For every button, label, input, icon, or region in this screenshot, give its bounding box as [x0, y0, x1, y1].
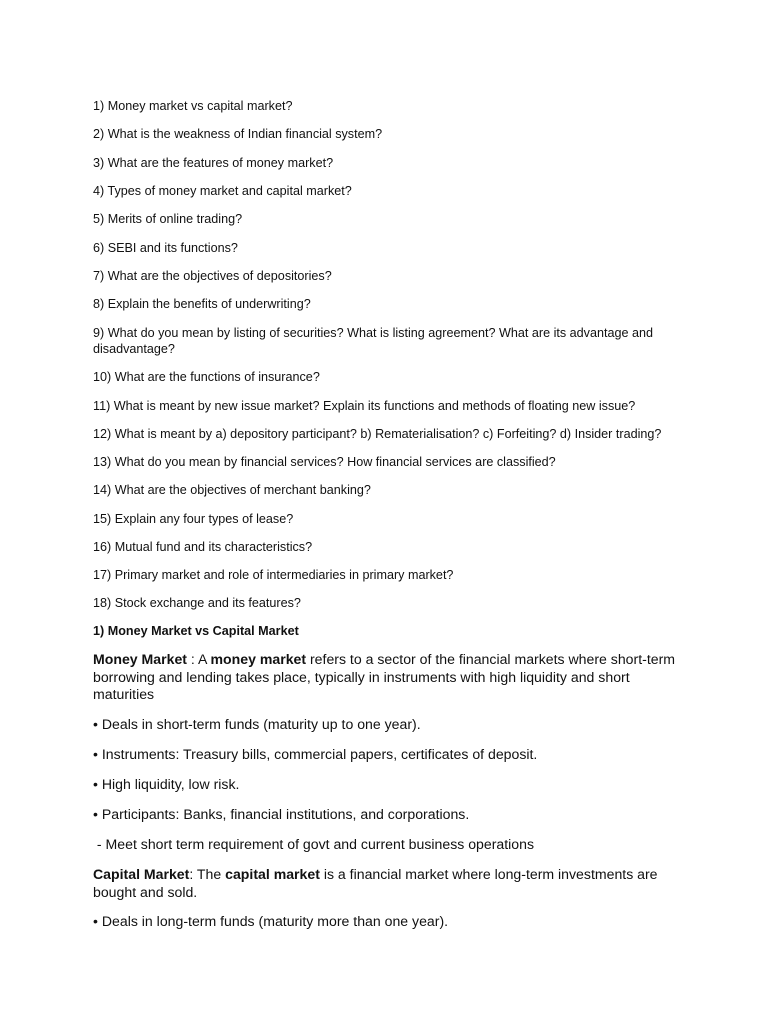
money-market-definition-text: refers to a sector of the financial markets where short-term borrowing and lending takes place, typically in instruments with high liquidity and short maturities: [93, 651, 676, 702]
answer-heading: 1) Money Market vs Capital Market: [93, 624, 299, 638]
money-market-term: Money Market: [93, 651, 187, 667]
question-17: 17) Primary market and role of intermediaries in primary market?: [93, 568, 454, 582]
money-market-separator: : A: [186, 651, 211, 667]
money-market-point-1: • Deals in short-term funds (maturity up to one year).: [93, 716, 421, 732]
question-9: 9) What do you mean by listing of securities? What is listing agreement? What are its advantage and disadvantage?: [93, 326, 654, 356]
capital-market-point-1: • Deals in long-term funds (maturity more than one year).: [93, 913, 449, 929]
money-market-point-3: • High liquidity, low risk.: [93, 776, 240, 792]
question-4: 4) Types of money market and capital market?: [93, 184, 352, 198]
question-1: 1) Money market vs capital market?: [93, 99, 293, 113]
money-market-definition: [93, 651, 683, 704]
capital-market-separator: : The: [189, 866, 226, 882]
question-5: 5) Merits of online trading?: [93, 212, 243, 226]
question-7: 7) What are the objectives of depositories?: [93, 269, 332, 283]
question-18: 18) Stock exchange and its features?: [93, 596, 301, 610]
capital-market-bold-phrase: capital market: [225, 866, 320, 882]
money-market-point-2: • Instruments: Treasury bills, commercial papers, certificates of deposit.: [93, 746, 538, 762]
money-market-bold-phrase: money market: [210, 651, 307, 667]
question-14: 14) What are the objectives of merchant banking?: [93, 483, 371, 497]
capital-market-definition-text: is a financial market where long-term investments are bought and sold.: [93, 866, 658, 900]
money-market-point-5: - Meet short term requirement of govt and current business operations: [93, 836, 535, 852]
question-16: 16) Mutual fund and its characteristics?: [93, 540, 313, 554]
capital-market-term: Capital Market: [93, 866, 190, 882]
question-3: 3) What are the features of money market?: [93, 156, 334, 170]
question-6: 6) SEBI and its functions?: [93, 241, 238, 255]
question-13: 13) What do you mean by financial services? How financial services are classified?: [93, 455, 556, 469]
question-2: 2) What is the weakness of Indian financial system?: [93, 127, 383, 141]
money-market-point-4: • Participants: Banks, financial institutions, and corporations.: [93, 806, 470, 822]
question-15: 15) Explain any four types of lease?: [93, 512, 294, 526]
question-10: 10) What are the functions of insurance?: [93, 370, 320, 384]
question-8: 8) Explain the benefits of underwriting?: [93, 297, 311, 311]
capital-market-definition: [93, 866, 683, 901]
question-11: 11) What is meant by new issue market? Explain its functions and methods of floating new issue?: [93, 399, 636, 413]
question-12: 12) What is meant by a) depository participant? b) Rematerialisation? c) Forfeiting? d) Insider trading?: [93, 427, 662, 441]
